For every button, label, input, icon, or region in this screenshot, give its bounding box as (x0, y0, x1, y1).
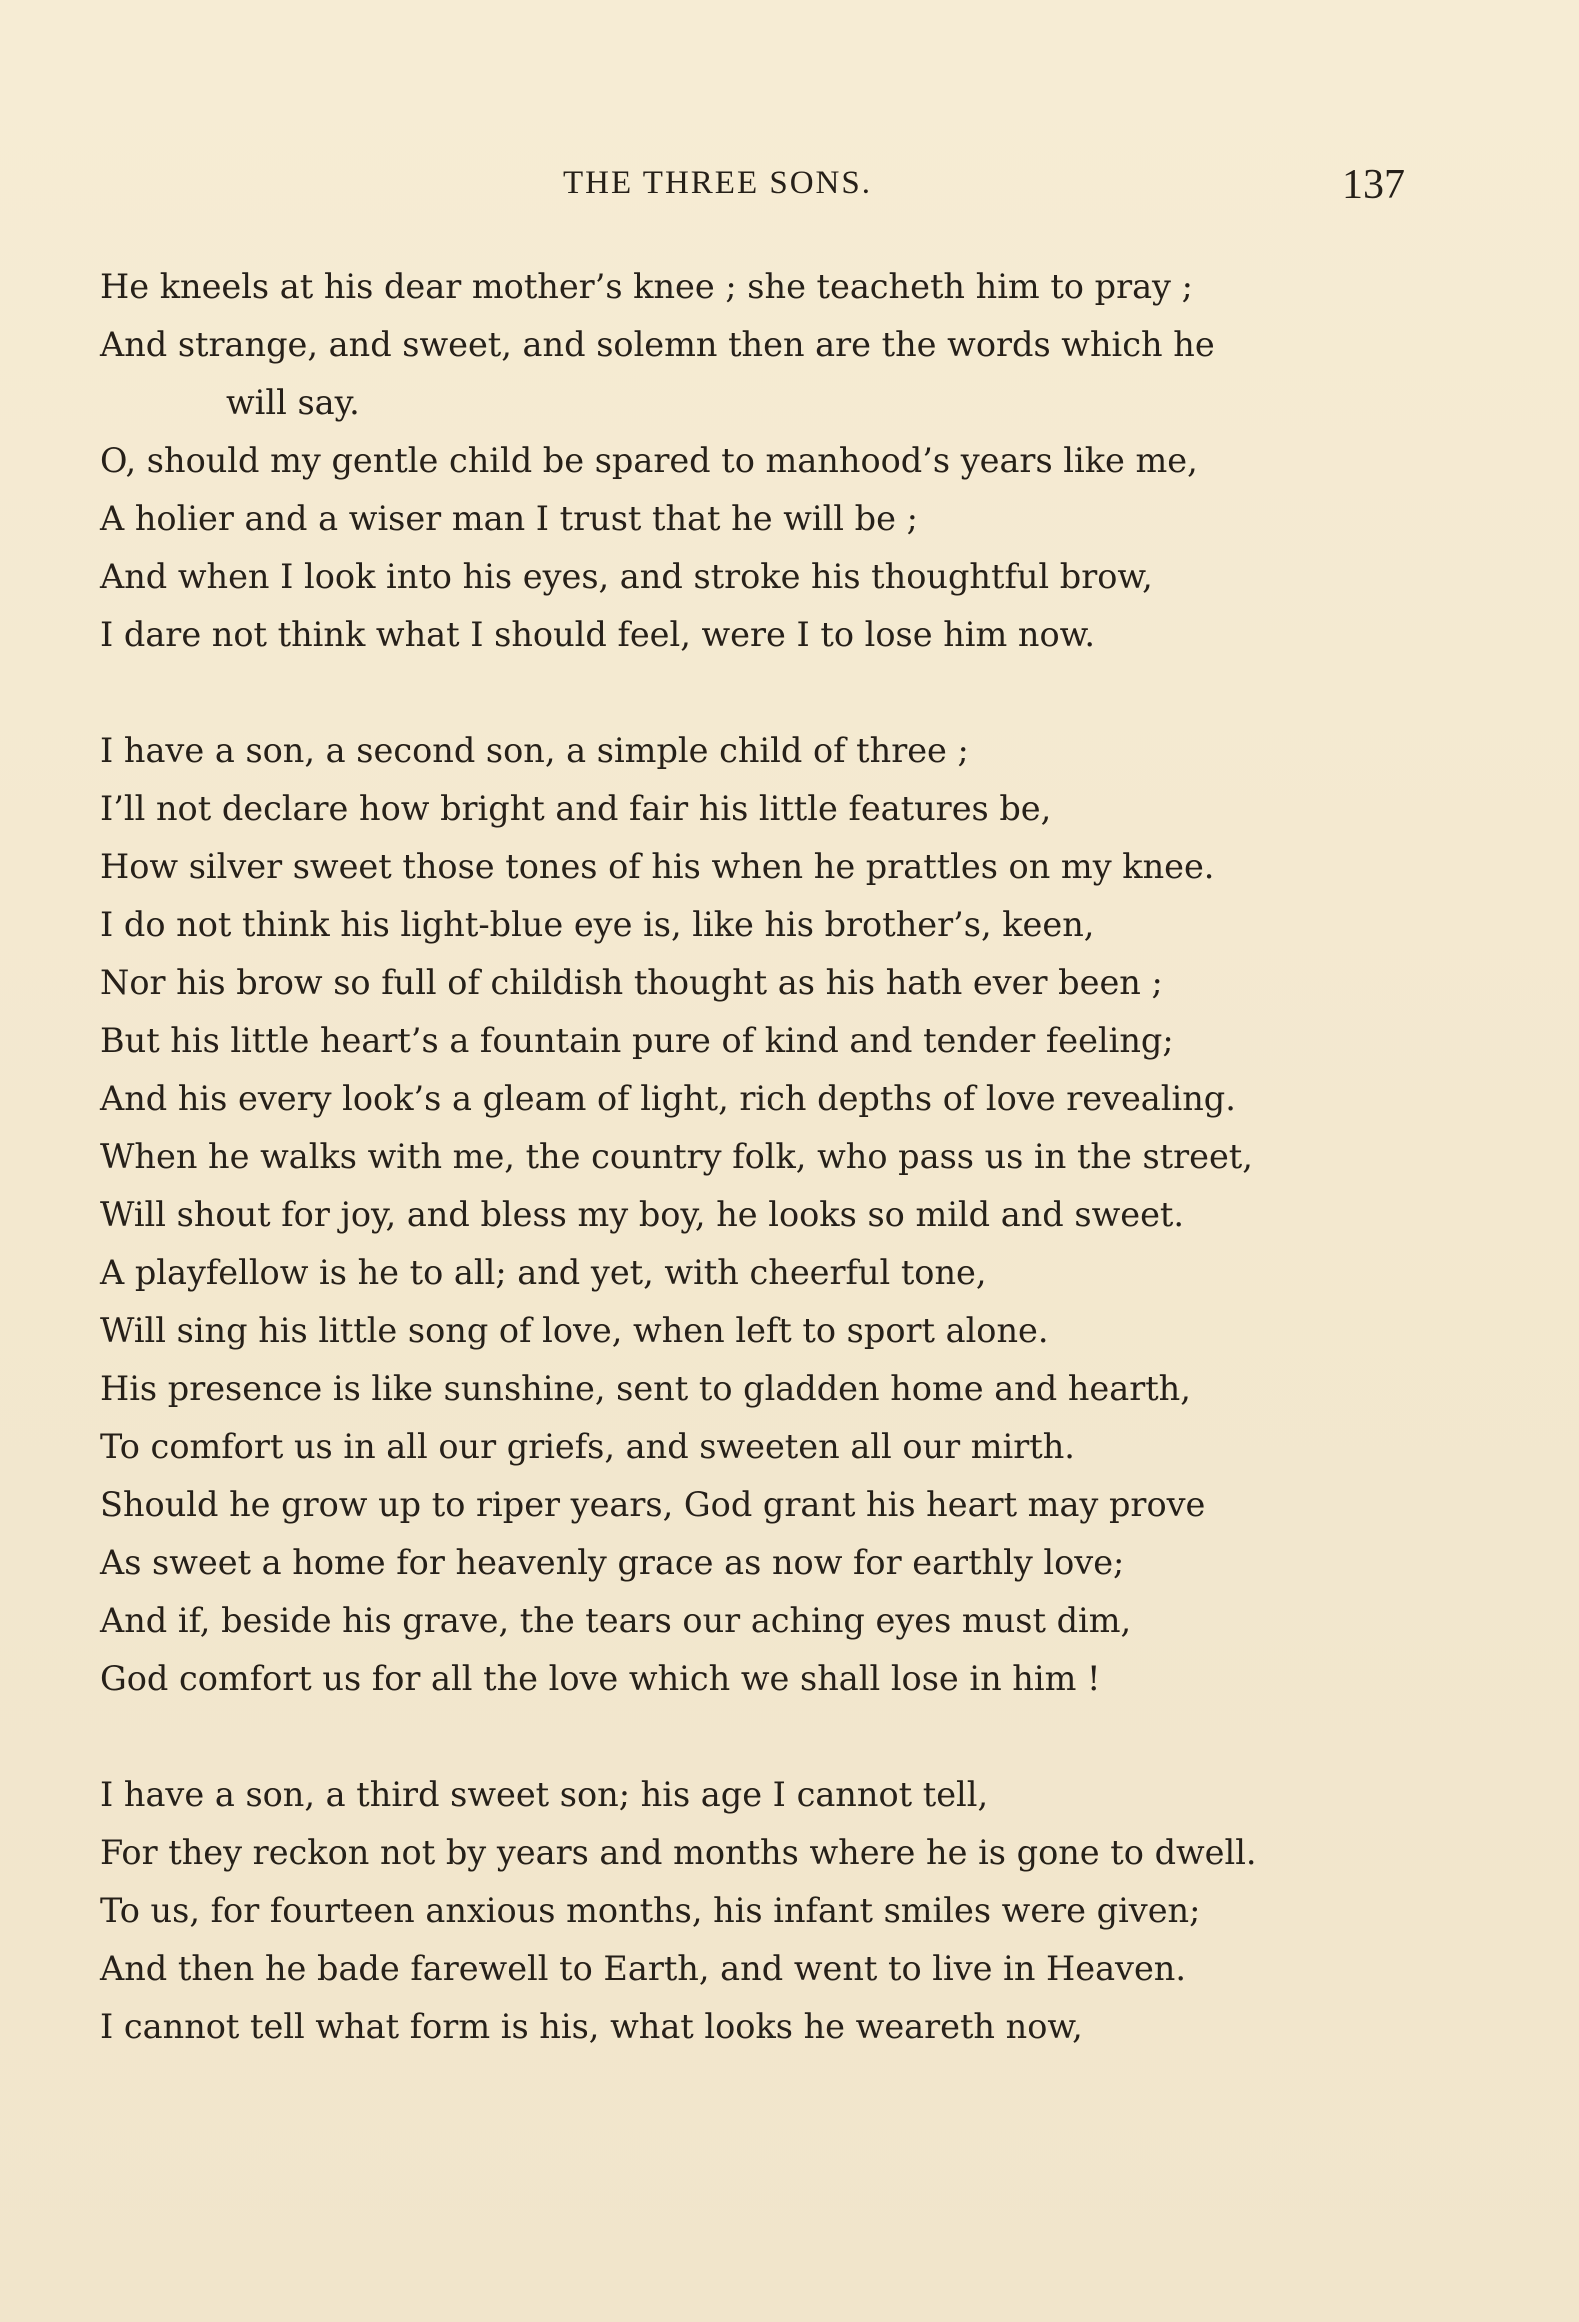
poem-line: He kneels at his dear mother’s knee ; she teacheth him to pray ; (100, 267, 1193, 306)
poem-line: God comfort us for all the love which we shall lose in him ! (100, 1659, 1101, 1698)
poem-line: And if, beside his grave, the tears our aching eyes must dim, (100, 1601, 1132, 1640)
poem-line: To us, for fourteen anxious months, his infant smiles were given; (100, 1891, 1201, 1930)
poem-line: Will sing his little song of love, when left to sport alone. (100, 1311, 1049, 1350)
stanza-2 (100, 722, 1520, 1708)
poem-line: His presence is like sunshine, sent to gladden home and hearth, (100, 1369, 1191, 1408)
poem-line: And then he bade farewell to Earth, and went to live in Heaven. (100, 1949, 1187, 1988)
poem-line: I dare not think what I should feel, were I to lose him now. (100, 615, 1096, 654)
stanza-3 (100, 1766, 1520, 2056)
poem-line-continuation: will say. (226, 383, 360, 422)
page-header (0, 162, 1579, 215)
poem-line: As sweet a home for heavenly grace as now for earthly love; (100, 1543, 1125, 1582)
poem-line: How silver sweet those tones of his when he prattles on my knee. (100, 847, 1215, 886)
poem-line: I have a son, a third sweet son; his age I cannot tell, (100, 1775, 989, 1814)
poem-line: For they reckon not by years and months where he is gone to dwell. (100, 1833, 1257, 1872)
page-number: 137 (1342, 162, 1405, 208)
poem-line: A holier and a wiser man I trust that he will be ; (100, 499, 918, 538)
poem-body (100, 258, 1520, 2056)
poem-line: But his little heart’s a fountain pure of kind and tender feeling; (100, 1021, 1174, 1060)
poem-line: I cannot tell what form is his, what looks he weareth now, (100, 2007, 1083, 2046)
poem-line: And strange, and sweet, and solemn then are the words which he (100, 325, 1215, 364)
poem-line: And his every look’s a gleam of light, rich depths of love revealing. (100, 1079, 1236, 1118)
poem-line: Will shout for joy, and bless my boy, he looks so mild and sweet. (100, 1195, 1185, 1234)
poem-line: Should he grow up to riper years, God grant his heart may prove (100, 1485, 1206, 1524)
poem-line: Nor his brow so full of childish thought as his hath ever been ; (100, 963, 1163, 1002)
poem-line: To comfort us in all our griefs, and sweeten all our mirth. (100, 1427, 1075, 1466)
running-title: THE THREE SONS. (563, 165, 872, 201)
stanza-1 (100, 258, 1520, 664)
poem-line: And when I look into his eyes, and stroke his thoughtful brow, (100, 557, 1153, 596)
poem-line: A playfellow is he to all; and yet, with cheerful tone, (100, 1253, 987, 1292)
poem-line: When he walks with me, the country folk, who pass us in the street, (100, 1137, 1253, 1176)
poem-line: I’ll not declare how bright and fair his little features be, (100, 789, 1052, 828)
poem-line: O, should my gentle child be spared to manhood’s years like me, (100, 441, 1198, 480)
poem-line: I do not think his light-blue eye is, like his brother’s, keen, (100, 905, 1095, 944)
poem-line: I have a son, a second son, a simple child of three ; (100, 731, 969, 770)
